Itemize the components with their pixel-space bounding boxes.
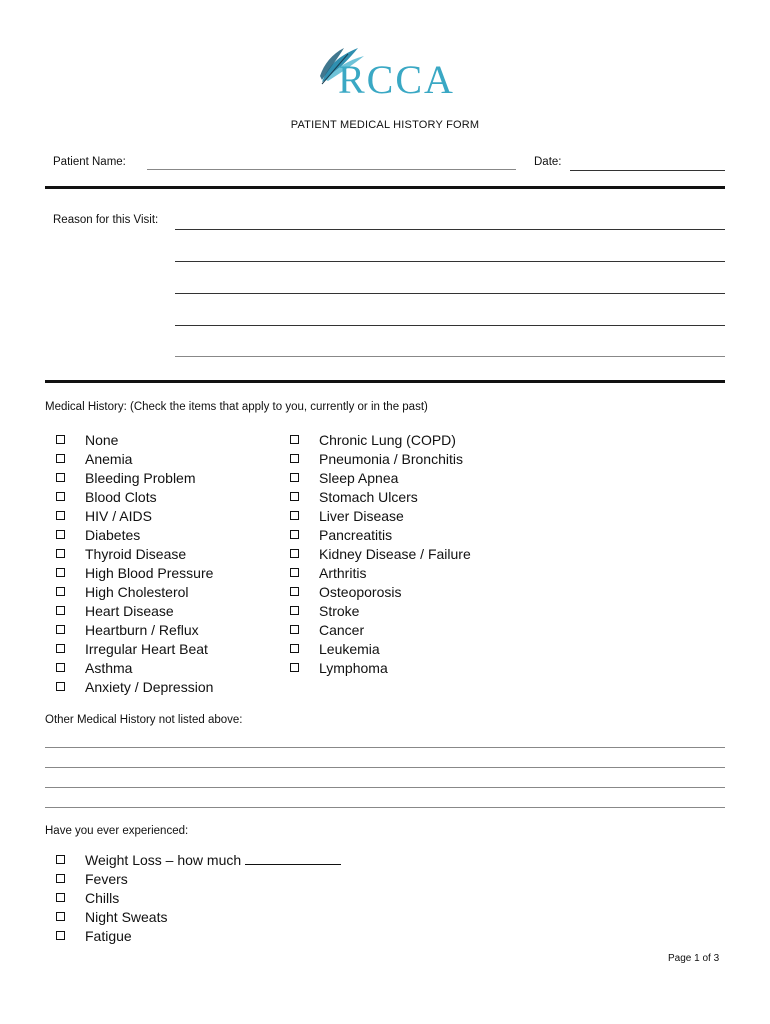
checkbox[interactable] xyxy=(56,511,65,520)
checkbox[interactable] xyxy=(290,549,299,558)
page-number: Page 1 of 3 xyxy=(668,953,720,964)
date-label: Date: xyxy=(534,156,562,168)
checkbox[interactable] xyxy=(290,492,299,501)
weight-loss-amount-field[interactable] xyxy=(245,851,341,865)
other-history-label: Other Medical History not listed above: xyxy=(45,714,243,726)
checkbox[interactable] xyxy=(56,568,65,577)
checkbox[interactable] xyxy=(56,587,65,596)
checkbox[interactable] xyxy=(290,454,299,463)
checkbox[interactable] xyxy=(290,663,299,672)
checkbox[interactable] xyxy=(56,606,65,615)
checkbox[interactable] xyxy=(290,625,299,634)
form-title: PATIENT MEDICAL HISTORY FORM xyxy=(290,119,480,131)
checkbox[interactable] xyxy=(56,435,65,444)
checkbox[interactable] xyxy=(56,473,65,482)
checkbox[interactable] xyxy=(290,606,299,615)
reason-label: Reason for this Visit: xyxy=(53,214,159,226)
other-history-line[interactable] xyxy=(45,807,725,808)
section-divider xyxy=(45,380,725,383)
patient-name-field[interactable] xyxy=(147,169,516,170)
checkbox[interactable] xyxy=(56,625,65,634)
checkbox[interactable] xyxy=(56,492,65,501)
checkbox[interactable] xyxy=(56,931,65,940)
checkbox[interactable] xyxy=(290,644,299,653)
experienced-label: Have you ever experienced: xyxy=(45,825,189,837)
other-history-line[interactable] xyxy=(45,747,725,748)
checkbox[interactable] xyxy=(56,682,65,691)
reason-line[interactable] xyxy=(175,325,725,326)
checkbox[interactable] xyxy=(56,912,65,921)
section-divider xyxy=(45,186,725,189)
reason-line[interactable] xyxy=(175,261,725,262)
reason-line[interactable] xyxy=(175,293,725,294)
checkbox[interactable] xyxy=(56,644,65,653)
checkbox[interactable] xyxy=(56,874,65,883)
checkbox[interactable] xyxy=(56,530,65,539)
medical-history-label: Medical History: (Check the items that apply to you, currently or in the past) xyxy=(45,401,428,413)
other-history-line[interactable] xyxy=(45,767,725,768)
checkbox[interactable] xyxy=(56,855,65,864)
checkbox[interactable] xyxy=(56,893,65,902)
checkbox[interactable] xyxy=(290,587,299,596)
rcca-logo xyxy=(318,46,458,106)
checkbox[interactable] xyxy=(290,435,299,444)
checkbox[interactable] xyxy=(56,549,65,558)
checkbox[interactable] xyxy=(290,530,299,539)
checkbox[interactable] xyxy=(290,511,299,520)
checkbox[interactable] xyxy=(56,454,65,463)
logo-text: RCCA xyxy=(338,57,455,102)
date-field[interactable] xyxy=(570,170,725,171)
checkbox[interactable] xyxy=(56,663,65,672)
reason-line[interactable] xyxy=(175,356,725,357)
reason-line[interactable] xyxy=(175,229,725,230)
patient-name-label: Patient Name: xyxy=(53,156,126,168)
other-history-line[interactable] xyxy=(45,787,725,788)
checkbox[interactable] xyxy=(290,473,299,482)
checkbox[interactable] xyxy=(290,568,299,577)
